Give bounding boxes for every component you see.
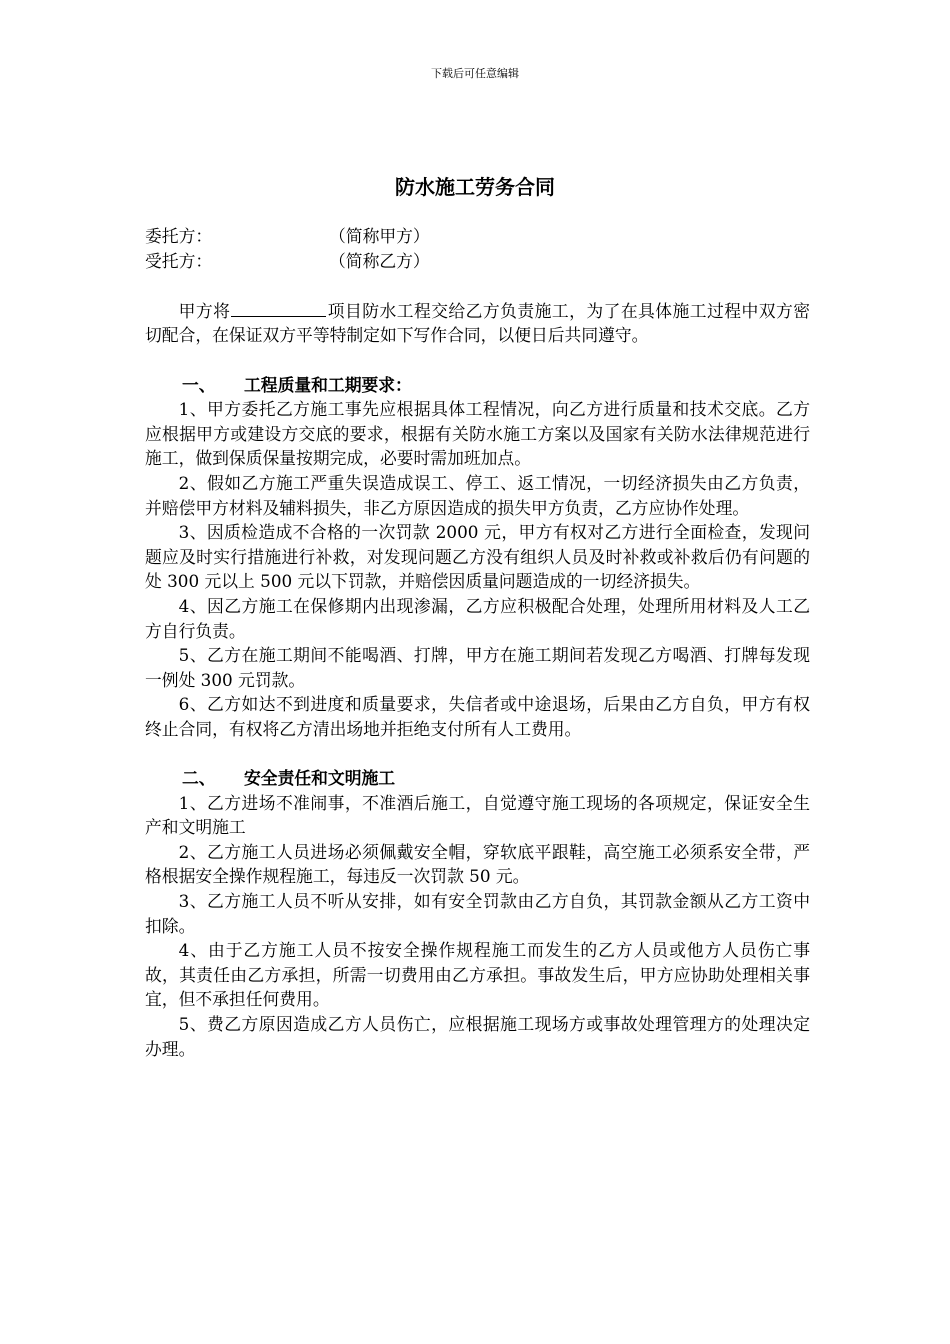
clause: 1、乙方进场不准闹事，不准酒后施工，自觉遵守施工现场的各项规定，保证安全生产和文明施工: [145, 792, 810, 838]
section-number: 一、: [182, 374, 216, 395]
document-title: 防水施工劳务合同: [395, 175, 555, 199]
spacer: [145, 348, 810, 373]
spacer: [145, 741, 810, 766]
section-title: 工程质量和工期要求：: [244, 374, 412, 395]
section-heading: [145, 373, 810, 398]
clause: 2、假如乙方施工严重失误造成误工、停工、返工情况，一切经济损失由乙方负责，并赔偿甲方材料及辅料损失，非乙方原因造成的损失甲方负责，乙方应协作处理。: [145, 472, 810, 518]
party-note: （简称甲方）: [329, 226, 430, 246]
clause: 3、因质检造成不合格的一次罚款 2000 元，甲方有权对乙方进行全面检查，发现问题应及时实行措施进行补救，对发现问题乙方没有组织人员及时补救或补救后仍有问题的处 300 元以上 500 元以下罚款，并赔偿因质量问题造成的一切经济损失。: [145, 522, 810, 592]
clause: 6、乙方如达不到进度和质量要求，失信者或中途退场，后果由乙方自负，甲方有权终止合同，有权将乙方清出场地并拒绝支付所有人工费用。: [145, 694, 810, 739]
party-label: 委托方：: [145, 226, 213, 246]
page-header: 下载后可任意编辑: [431, 67, 519, 80]
party-client: [145, 224, 810, 249]
clause: 1、甲方委托乙方施工事先应根据具体工程情况，向乙方进行质量和技术交底。乙方应根据甲方或建设方交底的要求，根据有关防水施工方案以及国家有关防水法律规范进行施工，做到保质保量按期完成，必要时需加班加点。: [145, 399, 810, 469]
spacer: [145, 273, 810, 298]
clause: 5、费乙方原因造成乙方人员伤亡，应根据施工现场方或事故处理管理方的处理决定办理。: [145, 1014, 810, 1059]
clause: 5、乙方在施工期间不能喝酒、打牌，甲方在施工期间若发现乙方喝酒、打牌每发现一例处 300 元罚款。: [145, 645, 810, 690]
intro-text-before: 甲方将: [178, 300, 231, 321]
party-contractor: [145, 249, 810, 274]
document-body: [145, 224, 810, 1061]
clause: 2、乙方施工人员进场必须佩戴安全帽，穿软底平跟鞋，高空施工必须系安全带，严格根据安全操作规程施工，每违反一次罚款 50 元。: [145, 841, 810, 887]
party-note: （简称乙方）: [329, 250, 430, 271]
section-number: 二、: [182, 768, 216, 789]
clause: 4、因乙方施工在保修期内出现渗漏，乙方应积极配合处理，处理所用材料及人工乙方自行负责。: [145, 595, 810, 641]
intro-text-after: 项目防水工程交给乙方负责施工，为了在具体施工过程中双方密切配合，在保证双方平等特制定如下写作合同，以便日后共同遵守。: [145, 300, 810, 346]
clause: 4、由于乙方施工人员不按安全操作规程施工而发生的乙方人员或他方人员伤亡事故，其责任由乙方承担，所需一切费用由乙方承担。事故发生后，甲方应协助处理相关事宜，但不承担任何费用。: [145, 940, 810, 1010]
section-heading: [145, 766, 810, 791]
project-name-blank: [231, 298, 326, 317]
party-label: 受托方：: [145, 250, 213, 271]
intro-paragraph: [145, 298, 810, 348]
clause: 3、乙方施工人员不听从安排，如有安全罚款由乙方自负，其罚款金额从乙方工资中扣除。: [145, 891, 810, 936]
section-title: 安全责任和文明施工: [244, 768, 396, 789]
